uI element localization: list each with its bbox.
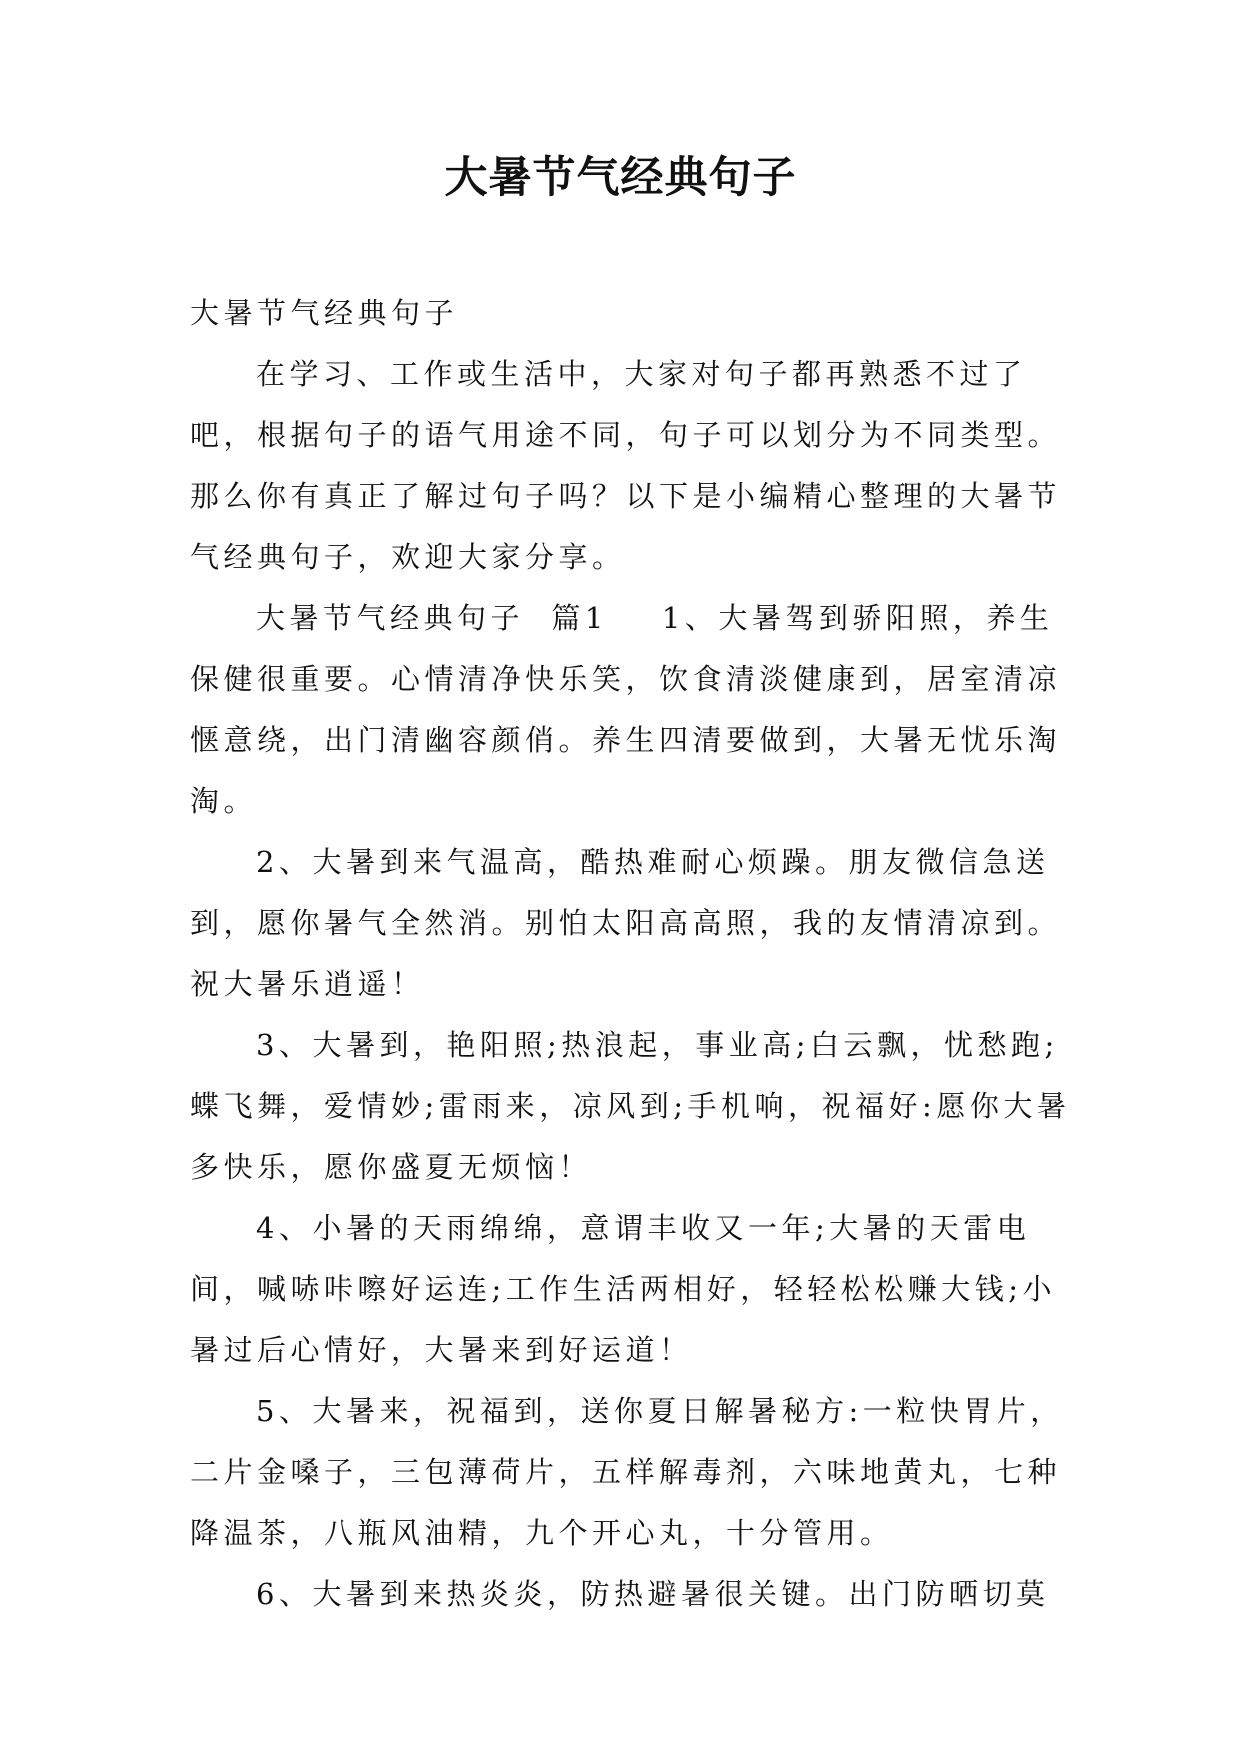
item-1: 1、大暑驾到骄阳照，养生保健很重要。心情清净快乐笑，饮食清淡健康到，居室清凉惬意绕，出门清幽容颜俏。养生四清要做到，大暑无忧乐淘淘。 xyxy=(190,601,1062,818)
document-title: 大暑节气经典句子 xyxy=(444,153,797,203)
section-paragraph xyxy=(190,588,1080,832)
document-body xyxy=(190,283,1080,1625)
item-5: 5、大暑来，祝福到，送你夏日解暑秘方:一粒快胃片，二片金嗓子，三包薄荷片，五样解毒剂，六味地黄丸，七种降温茶，八瓶风油精，九个开心丸，十分管用。 xyxy=(190,1394,1064,1550)
intro-paragraph: 在学习、工作或生活中，大家对句子都再熟悉不过了吧，根据句子的语气用途不同，句子可以划分为不同类型。那么你有真正了解过句子吗？以下是小编精心整理的大暑节气经典句子，欢迎大家分享。 xyxy=(190,357,1062,574)
item-4: 4、小暑的天雨绵绵，意谓丰收又一年;大暑的天雷电间，喊哧咔嚓好运连;工作生活两相好，轻轻松松赚大钱;小暑过后心情好，大暑来到好运道！ xyxy=(190,1211,1057,1367)
item-6: 6、大暑到来热炎炎，防热避暑很关键。出门防晒切莫 xyxy=(256,1577,1050,1611)
item-2: 2、大暑到来气温高，酷热难耐心烦躁。朋友微信急送到，愿你暑气全然消。别怕太阳高高照，我的友情清凉到。祝大暑乐逍遥！ xyxy=(190,845,1062,1001)
item-3: 3、大暑到，艳阳照;热浪起，事业高;白云飘，忧愁跑;蝶飞舞，爱情妙;雷雨来，凉风到;手机响，祝福好:愿你大暑多快乐，愿你盛夏无烦恼！ xyxy=(190,1028,1071,1184)
document-subtitle: 大暑节气经典句子 xyxy=(190,296,459,330)
section-heading: 大暑节气经典句子 篇1 xyxy=(256,601,608,635)
